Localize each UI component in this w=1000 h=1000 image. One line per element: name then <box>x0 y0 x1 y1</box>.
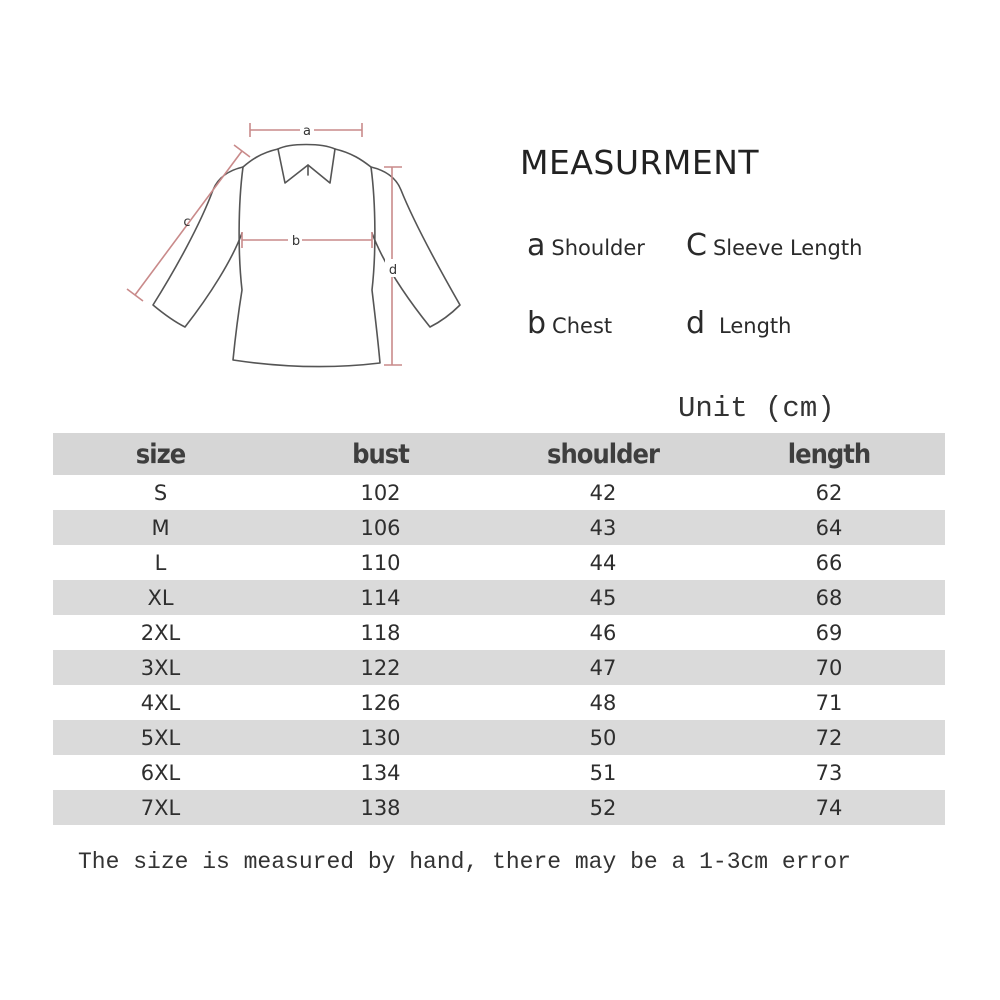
cell-size: XL <box>147 585 174 610</box>
table-row <box>53 580 945 615</box>
cell-size: 5XL <box>140 725 181 750</box>
cell-shoulder: 48 <box>589 690 617 715</box>
table-row <box>53 475 945 510</box>
cell-length: 72 <box>815 725 843 750</box>
measurement-note: The size is measured by hand, there may be a 1-3cm error <box>78 849 851 875</box>
size-chart-table <box>53 433 945 825</box>
table-row <box>53 650 945 685</box>
legend-item-length <box>686 306 791 341</box>
label-c: c <box>183 215 191 230</box>
unit-label: Unit (cm) <box>678 392 835 425</box>
cell-size: 6XL <box>140 760 181 785</box>
table-row <box>53 755 945 790</box>
cell-size: S <box>153 480 168 505</box>
cell-shoulder: 42 <box>589 480 617 505</box>
cell-bust: 130 <box>360 725 401 750</box>
table-row <box>53 720 945 755</box>
legend-label: Shoulder <box>551 236 645 260</box>
cell-size: L <box>154 550 167 575</box>
measurement-title: MEASURMENT <box>520 143 760 182</box>
cell-shoulder: 46 <box>589 620 617 645</box>
table-row <box>53 685 945 720</box>
cell-bust: 102 <box>360 480 401 505</box>
cell-length: 74 <box>815 795 843 820</box>
cell-shoulder: 47 <box>589 655 617 680</box>
cell-bust: 114 <box>360 585 401 610</box>
header-size: size <box>135 438 186 470</box>
cell-size: M <box>151 515 170 540</box>
cell-length: 66 <box>815 550 843 575</box>
header-shoulder: shoulder <box>547 438 659 470</box>
header-length: length <box>787 438 871 470</box>
cell-shoulder: 43 <box>589 515 617 540</box>
label-a: a <box>303 124 311 139</box>
cell-shoulder: 50 <box>589 725 617 750</box>
label-b: b <box>291 234 301 249</box>
legend-label: Length <box>719 314 792 338</box>
table-row <box>53 545 945 580</box>
legend-item-chest <box>527 306 612 341</box>
cell-bust: 138 <box>360 795 401 820</box>
cell-length: 71 <box>815 690 843 715</box>
legend-letter: a <box>527 228 546 263</box>
cell-bust: 118 <box>360 620 401 645</box>
table-header-row <box>53 433 945 475</box>
legend-label: Chest <box>552 314 613 338</box>
table-row <box>53 790 945 825</box>
cell-size: 4XL <box>140 690 181 715</box>
legend-label: Sleeve Length <box>712 236 863 260</box>
cell-size: 2XL <box>140 620 181 645</box>
cell-shoulder: 44 <box>589 550 617 575</box>
table-row <box>53 615 945 650</box>
shirt-outline <box>153 145 460 367</box>
legend-item-shoulder <box>527 228 645 263</box>
cell-length: 73 <box>815 760 843 785</box>
cell-length: 68 <box>815 585 843 610</box>
cell-bust: 126 <box>360 690 401 715</box>
cell-shoulder: 51 <box>589 760 617 785</box>
cell-bust: 134 <box>360 760 401 785</box>
cell-bust: 122 <box>360 655 401 680</box>
cell-bust: 110 <box>360 550 401 575</box>
cell-shoulder: 45 <box>589 585 617 610</box>
header-bust: bust <box>352 438 409 470</box>
cell-length: 62 <box>815 480 843 505</box>
legend-letter: C <box>686 228 707 263</box>
cell-bust: 106 <box>360 515 401 540</box>
cell-shoulder: 52 <box>589 795 617 820</box>
legend-item-sleeve-length <box>686 228 862 263</box>
cell-length: 64 <box>815 515 843 540</box>
label-d: d <box>388 263 398 278</box>
table-row <box>53 510 945 545</box>
shirt-measurement-diagram <box>110 115 480 385</box>
cell-size: 3XL <box>140 655 181 680</box>
cell-size: 7XL <box>140 795 181 820</box>
cell-length: 70 <box>815 655 843 680</box>
cell-length: 69 <box>815 620 843 645</box>
legend-letter: d <box>686 306 706 341</box>
legend-letter: b <box>527 306 547 341</box>
